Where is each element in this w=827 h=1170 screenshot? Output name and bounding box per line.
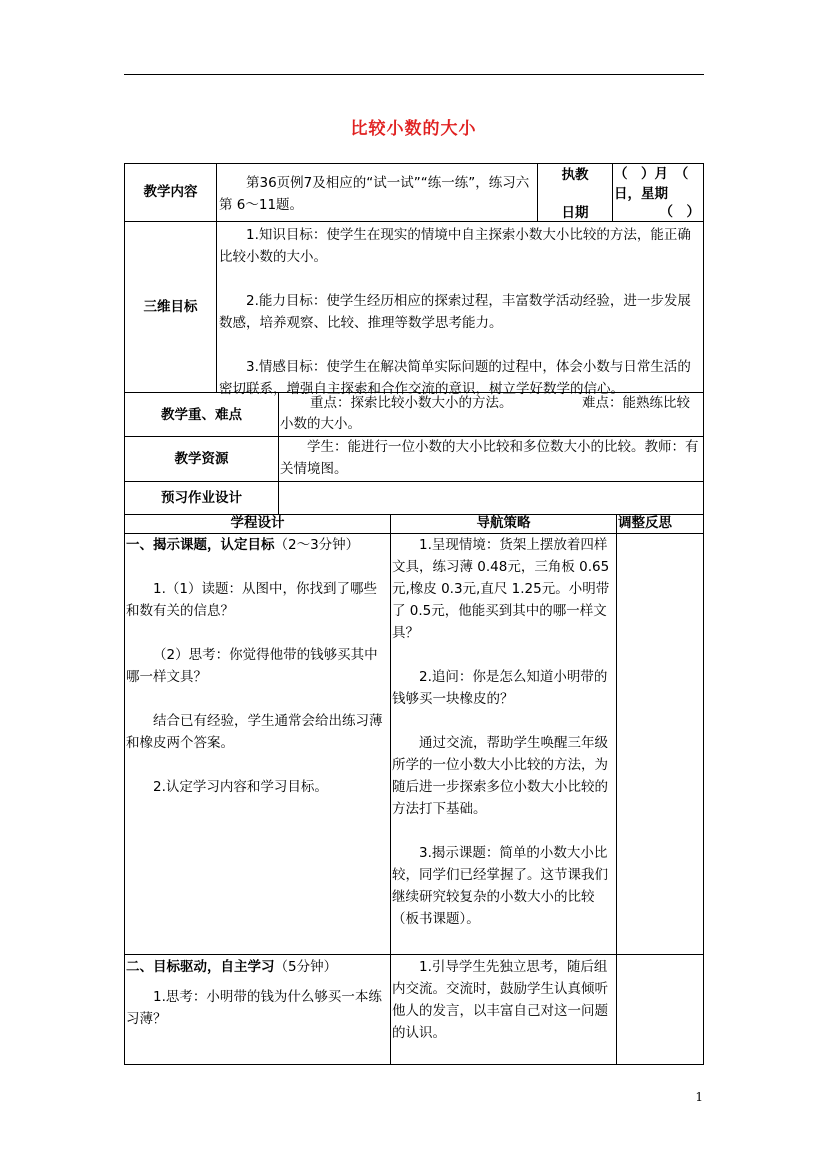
section2-title: 二、目标驱动，自主学习 [126,959,275,975]
section2-strategy [392,956,615,1044]
date-label-2: 日期 [561,205,589,221]
section1-reflection-cell [616,533,704,955]
section1-time: （2～3分钟） [274,537,360,553]
resources-text: 学生：能进行一位小数的大小比较和多位数大小的比较。教师：有关情境图。 [280,439,699,477]
section1-left-4: 2.认定学习内容和学习目标。 [153,779,328,795]
date-line-3: （ ） [659,204,700,220]
content-text: 第36页例7及相应的“试一试”“练一练”，练习六第 6～11题。 [219,175,530,213]
keypoints-difficulty-tail: 小数的大小。 [280,416,361,432]
date-line-1: （ ）月 （ [614,166,689,182]
section1-right-3: 通过交流，帮助学生唤醒三年级所学的一位小数大小比较的方法，为随后进一步探索多位小数大小比较的方法打下基础。 [392,735,608,817]
section1-heading [126,534,389,556]
goal-knowledge: 1.知识目标：使学生在现实的情境中自主探索小数大小比较的方法，能正确比较小数的大小。 [219,227,691,265]
section1-left-1: 1.（1）读题：从图中，你找到了哪些和数有关的信息？ [126,581,377,619]
col-header-strategy: 导航策略 [476,515,531,531]
preview-label: 预习作业设计 [161,490,242,506]
section1-title: 一、揭示课题，认定目标 [126,537,275,553]
section2-right-1: 1.引导学生先独立思考，随后组内交流。交流时，鼓励学生认真倾听他人的发言，以丰富自己对这一问题的认识。 [392,959,608,1041]
keypoints-difficulty: 难点：能熟练比较 [582,395,690,411]
section1-right-2: 2.追问：你是怎么知道小明带的钱够买一块橡皮的？ [392,669,608,707]
keypoints-focus: 重点：探索比较小数大小的方法。 [310,395,513,411]
section2-reflection-cell [616,954,704,1065]
date-line-2: 日，星期 [614,186,668,202]
section1-right-1: 1.呈现情境：货架上摆放着四样文具，练习薄 0.48元，三角板 0.65元,橡皮 0.3元,直尺 1.25元。小明带了 0.5元，他能买到其中的哪一样文具？ [392,537,610,641]
section1-strategy [392,534,615,930]
goal-ability: 2.能力目标：使学生经历相应的探索过程，丰富数学活动经验，进一步发展数感，培养观察、比较、推理等数学思考能力。 [219,293,691,331]
page-number: 1 [695,1090,703,1104]
goals-list [219,224,701,400]
page-title: 比较小数的大小 [350,119,477,139]
col-header-design: 学程设计 [230,515,285,531]
section2-heading [126,956,389,978]
section1-left-3: 结合已有经验，学生通常会给出练习薄和橡皮两个答案。 [126,713,383,751]
section2-left-1: 1.思考：小明带的钱为什么够买一本练习薄？ [126,989,382,1027]
section2-design [126,956,389,1030]
preview-text-cell [278,481,704,515]
goal-emotion: 3.情感目标：使学生在解决简单实际问题的过程中，体会小数与日常生活的密切联系，增强自主探索和合作交流的意识，树立学好数学的信心。 [219,359,691,397]
resources-label: 教学资源 [174,451,229,467]
section1-left-2: （2）思考：你觉得他带的钱够买其中哪一样文具？ [126,647,378,685]
section1-design [126,534,389,798]
keypoints-label: 教学重、难点 [161,407,242,423]
section1-right-4: 3.揭示课题：简单的小数大小比较，同学们已经掌握了。这节课我们继续研究较复杂的小数大小的比较（板书课题）。 [392,845,608,927]
goals-label: 三维目标 [143,299,198,315]
col-header-reflection: 调整反思 [618,515,672,531]
header-rule [124,74,704,75]
section2-time: （5分钟） [274,959,338,975]
content-label: 教学内容 [143,184,198,200]
date-label-1: 执教 [561,167,589,183]
